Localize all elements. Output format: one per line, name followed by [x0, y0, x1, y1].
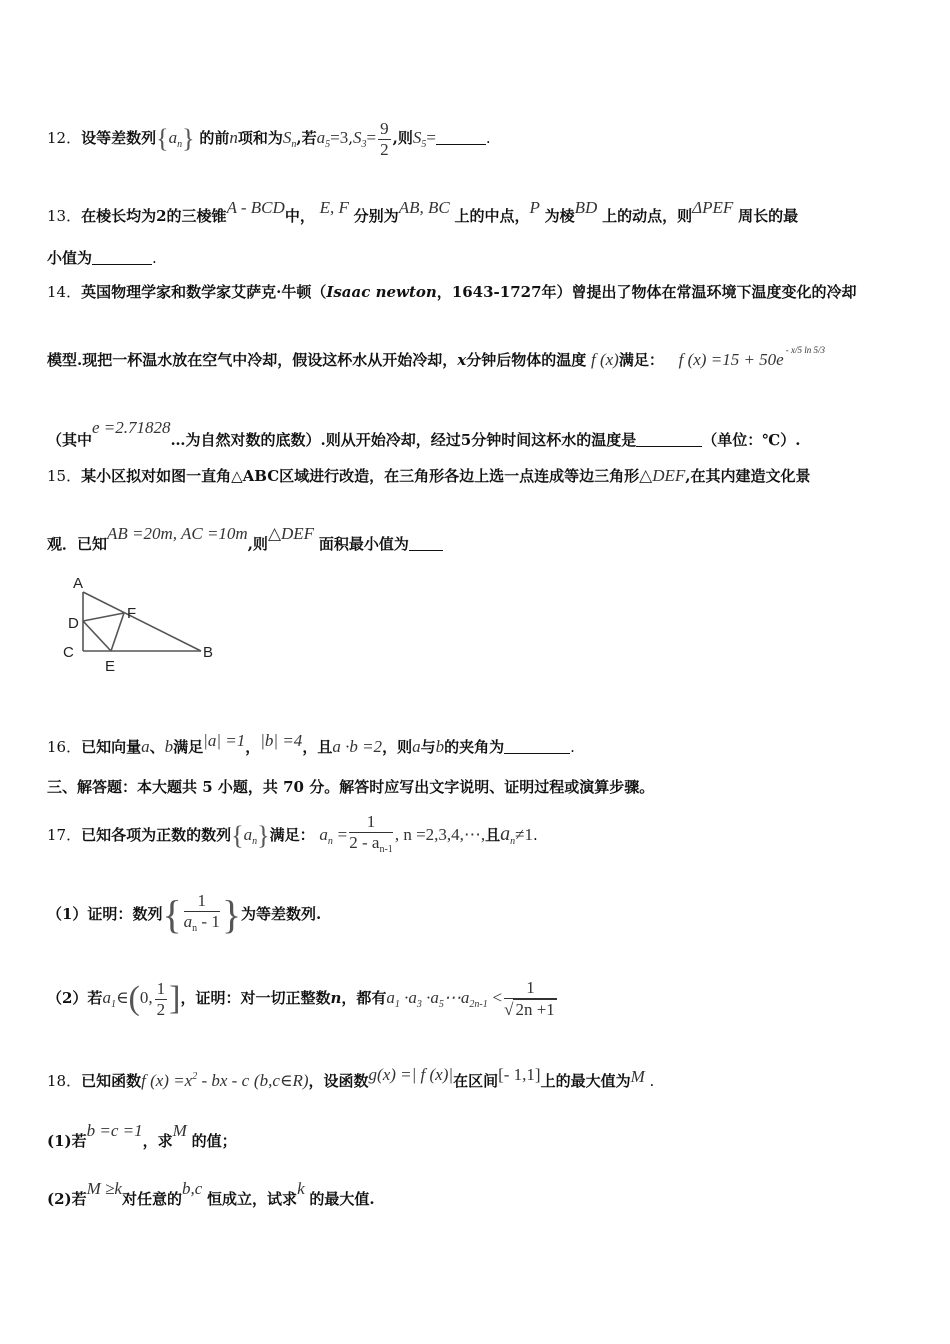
q16-abs-a: |a| =1 — [203, 731, 246, 750]
q17-an: a — [319, 825, 328, 844]
q16-text-4: ，则 — [382, 738, 413, 756]
right-brace-icon: } — [221, 892, 242, 937]
q17-p2-prod: a — [386, 988, 395, 1007]
q13-abbc: AB, BC — [398, 198, 450, 217]
q18-text-4: 上的最大值为 — [540, 1072, 631, 1090]
q13-ef: E, F — [319, 198, 349, 217]
edge-ab — [83, 592, 201, 651]
q13-two: 2 — [156, 207, 167, 225]
q18-p1-text-1: 若 — [71, 1132, 87, 1150]
edge-fd — [83, 613, 124, 621]
q17-end: . — [533, 826, 538, 844]
label-e: E — [105, 658, 116, 675]
q17-text-2: 满足： — [269, 826, 315, 844]
right-brace-icon: } — [257, 821, 270, 850]
q16-text-6: 的夹角为 — [444, 738, 505, 756]
q18-end: . — [649, 1072, 655, 1090]
q18-part-1 — [47, 1114, 237, 1148]
q18-text-2: ，设函数 — [308, 1072, 369, 1090]
q17-cond: a — [500, 823, 511, 845]
label-a: A — [73, 575, 84, 592]
q14-formula: f (x) =15 + 50e — [678, 350, 784, 369]
q18-p1-text-3: 的值； — [191, 1132, 237, 1150]
q15-text-5: 面积最小值为 — [318, 535, 409, 553]
q17-p2-prod-s3: 3 — [416, 999, 422, 1010]
q16-line — [47, 726, 575, 756]
q16-number: 16． — [47, 738, 82, 756]
q12-text-1: 设等差数列 — [81, 129, 157, 147]
q18-p1-cond: b =c =1 — [86, 1121, 143, 1140]
q12-frac-num: 9 — [380, 118, 389, 138]
q17-p2-n: n — [330, 989, 342, 1007]
q18-p2-label: (2) — [47, 1190, 72, 1208]
q12-fraction — [378, 119, 391, 160]
q12-S5: S — [412, 128, 422, 147]
q12-S: S — [282, 128, 292, 147]
q17-p1-label: （1）证明：数列 — [47, 905, 163, 923]
label-d: D — [68, 615, 79, 632]
q17-p2-prod-s5: 5 — [438, 999, 444, 1010]
q14-text-4: 模型.现把一杯温水放在空气中冷却，假设这杯水从开始冷却， — [47, 351, 458, 369]
q12-eq: = — [366, 128, 377, 147]
q17-p2-int-num: 1 — [156, 978, 166, 998]
q16-sep: 、 — [149, 738, 165, 756]
q18-cond: (b,c∈R) — [253, 1071, 309, 1090]
q17-p2-mid: ·a — [399, 988, 417, 1007]
q18-p2-text-4: 的最大值. — [309, 1190, 375, 1208]
right-brace-icon: } — [182, 124, 195, 153]
q17-part-2 — [47, 970, 559, 1026]
q12-eq2: = — [426, 128, 436, 147]
q13-answer-blank — [92, 250, 152, 265]
q18-fx: f (x) =x — [141, 1071, 193, 1090]
q15-text-2: ,在其内建造文化景 — [685, 467, 811, 485]
q15-line-2 — [47, 516, 443, 552]
q16-text-5: 与 — [420, 738, 436, 756]
q17-cond-val: ≠1 — [515, 825, 534, 844]
edge-ef — [111, 613, 124, 651]
q17-text-1: 已知各项为正数的数列 — [81, 826, 232, 844]
q14-name: Isaac newton — [326, 283, 437, 301]
q12-seq: a — [168, 128, 178, 147]
q17-p2-den: √ 2n +1 — [504, 1000, 555, 1019]
edge-de — [83, 621, 111, 651]
q18-p2-text-3: 恒成立，试求 — [207, 1190, 298, 1208]
q14-years: 1643-1727 — [451, 283, 542, 301]
q18-line — [47, 1058, 654, 1092]
q12-a5-sub: 5 — [325, 139, 331, 150]
q12-end: . — [485, 129, 491, 147]
q12-comma: , — [348, 129, 353, 147]
q17-fraction — [349, 812, 393, 860]
q15-answer-blank — [409, 536, 443, 551]
q12-S5-sub: 5 — [421, 139, 427, 150]
q14-line-3 — [47, 410, 801, 449]
q14-text-10: （单位：℃）. — [702, 431, 801, 449]
q14-text-3: 年）曾提出了物体在常温环境下温度变化的冷却 — [541, 283, 857, 301]
q17-p1-den-wrap — [184, 912, 220, 939]
q16-end: . — [570, 738, 575, 756]
q17-an-sub: n — [327, 836, 333, 847]
q12-text-5: ,则 — [392, 129, 413, 147]
q12-S3: S — [353, 128, 362, 147]
q17-p2-num: 1 — [504, 978, 557, 999]
q13-text-9: 小值为 — [47, 249, 93, 267]
q17-p1-den-tail: - 1 — [197, 912, 220, 931]
q13-bd: BD — [574, 198, 598, 217]
q14-text-6: 满足： — [618, 351, 664, 369]
q16-a: a — [141, 737, 150, 756]
label-b: B — [203, 644, 214, 661]
q17-seq-sub: n — [252, 836, 258, 847]
q17-cond-sub: n — [510, 836, 516, 847]
q17-p2-root: 2n +1 — [515, 1000, 555, 1019]
q13-text-3: 中， — [284, 207, 315, 225]
q17-text-3: 且 — [485, 826, 501, 844]
q12-number: 12． — [47, 129, 82, 147]
q13-number: 13． — [47, 207, 82, 225]
q17-p2-in: ∈ — [115, 988, 129, 1007]
q12-a5-val: =3 — [330, 128, 349, 147]
label-f: F — [127, 605, 137, 622]
q18-M: M — [630, 1067, 645, 1086]
q14-text-5: 分钟后物体的温度 — [466, 351, 587, 369]
q18-p2-cond: M ≥k — [86, 1179, 122, 1198]
q18-p1-M: M — [172, 1121, 187, 1140]
section-3-heading: 三、解答题：本大题共 5 小题，共 70 分。解答时应写出文字说明、证明过程或演算步骤。 — [47, 778, 655, 796]
q17-eq: = — [337, 825, 348, 844]
q12-text-4: ,若 — [296, 129, 317, 147]
q17-p2-int-fraction — [155, 979, 168, 1020]
q18-p2-k: k — [297, 1179, 305, 1198]
q17-p2-a1: a — [102, 988, 111, 1007]
q14-text-2: ， — [436, 283, 452, 301]
q18-text-3: 在区间 — [453, 1072, 499, 1090]
q13-text-5: 上的中点， — [454, 207, 530, 225]
q13-pef: ΔPEF — [692, 198, 734, 217]
q13-text-7: 上的动点，则 — [602, 207, 693, 225]
q12-line — [47, 118, 491, 158]
q18-p2-text-1: 若 — [71, 1190, 87, 1208]
q14-line-2 — [47, 330, 825, 370]
q13-text-6: 为棱 — [544, 207, 575, 225]
q16-text-3: ，且 — [302, 738, 333, 756]
q12-seq-sub: n — [177, 139, 183, 150]
q14-x: x — [457, 351, 467, 369]
q13-line-2 — [47, 248, 157, 268]
q14-number: 14． — [47, 283, 82, 301]
q17-range: , n =2,3,4,⋯, — [394, 825, 486, 844]
left-brace-icon: { — [156, 124, 169, 153]
q16-dot: a ·b =2 — [332, 737, 383, 756]
right-bracket-icon: ] — [169, 980, 181, 1017]
q17-number: 17． — [47, 826, 82, 844]
q17-frac-den: 2 - a — [349, 833, 380, 852]
q17-p2-mid-2: ·a — [421, 988, 439, 1007]
q18-rest: - bx - c — [197, 1071, 250, 1090]
q17-p2-dots: ⋯a — [443, 988, 470, 1007]
q14-fx: f (x) — [590, 350, 619, 369]
q17-frac-num: 1 — [349, 812, 393, 833]
q13-line-1 — [47, 190, 798, 226]
q18-number: 18． — [47, 1072, 82, 1090]
q13-tetrahedron: A - BCD — [226, 198, 285, 217]
q18-part-2 — [47, 1172, 375, 1206]
q12-S-sub: n — [291, 139, 297, 150]
q16-abs-b: |b| =4 — [260, 731, 303, 750]
q16-b: b — [164, 737, 174, 756]
q12-answer-blank — [436, 130, 486, 145]
q12-S3-sub: 3 — [361, 139, 367, 150]
q14-e-value: e =2.71828 — [92, 418, 171, 437]
q18-gx: g(x) =| f (x)| — [368, 1065, 454, 1084]
q18-interval: [- 1,1] — [498, 1065, 541, 1084]
q13-text-1: 在棱长均为 — [81, 207, 157, 225]
q17-p1-den: a — [183, 912, 193, 931]
q16-comma: ， — [245, 738, 261, 756]
q17-p2-int-a: 0, — [139, 988, 153, 1007]
q18-p2-text-2: 对任意的 — [121, 1190, 182, 1208]
q13-p: P — [529, 198, 540, 217]
q17-p1-num: 1 — [184, 891, 220, 912]
q16-answer-blank — [504, 739, 570, 754]
left-brace-icon: { — [231, 821, 244, 850]
left-brace-icon: { — [162, 892, 182, 937]
q12-text-2: 的前 — [199, 129, 230, 147]
q17-p2-text-2: ，都有 — [341, 989, 387, 1007]
label-c: C — [63, 644, 74, 661]
q16-text-2: 满足 — [173, 738, 204, 756]
q17-p2-prod-sn: 2n-1 — [469, 999, 488, 1010]
q18-text-1: 已知函数 — [81, 1072, 142, 1090]
q17-p1-den-sub: n — [192, 923, 198, 934]
q16-text-1: 已知向量 — [81, 738, 142, 756]
q17-p2-text-1: ，证明：对一切正整数 — [180, 989, 331, 1007]
q12-frac-den: 2 — [380, 139, 389, 159]
q15-text-4: ,则 — [247, 535, 268, 553]
q17-p1-end: 为等差数列. — [241, 905, 322, 923]
q18-p1-text-2: ，求 — [142, 1132, 173, 1150]
triangle-figure — [55, 570, 225, 680]
q18-p1-label: (1) — [47, 1132, 72, 1150]
q17-line — [47, 806, 538, 862]
q17-part-1 — [47, 884, 321, 944]
left-paren-icon: ( — [128, 980, 140, 1017]
q12-text-3: 项和为 — [237, 129, 283, 147]
q18-square: 2 — [192, 1071, 198, 1082]
q17-frac-den-sub: n-1 — [379, 844, 393, 855]
q13-end: . — [152, 249, 157, 267]
q15-number: 15． — [47, 467, 82, 485]
q17-p2-prod-s1: 1 — [394, 999, 400, 1010]
q13-text-4: 分别为 — [353, 207, 399, 225]
q17-p2-int-den: 2 — [156, 999, 166, 1019]
q17-p2-fraction — [504, 978, 557, 1020]
q15-def-2: △DEF — [267, 524, 315, 543]
q14-answer-blank — [636, 432, 702, 447]
q17-seq: a — [243, 825, 253, 844]
q14-five: 5 — [460, 431, 472, 449]
q14-text-1: 英国物理学家和数学家艾萨克·牛顿（ — [81, 283, 327, 301]
q14-text-7: （其中 — [47, 431, 93, 449]
q15-line-1 — [47, 466, 811, 486]
q13-text-2: 的三棱锥 — [166, 207, 227, 225]
q15-def: △DEF — [639, 466, 686, 485]
q17-frac-den-wrap — [349, 833, 393, 860]
q17-p2-lt: < — [492, 988, 503, 1007]
q14-text-8: …为自然对数的底数）.则从开始冷却，经过 — [170, 431, 461, 449]
q17-p2-a1-sub: 1 — [110, 999, 116, 1010]
q12-a5: a — [316, 128, 326, 147]
q14-text-9: 分钟时间这杯水的温度是 — [471, 431, 637, 449]
q17-p1-fraction — [184, 891, 220, 939]
q14-line-1 — [47, 282, 857, 302]
q16-b-2: b — [435, 737, 445, 756]
q15-text-1: 某小区拟对如图一直角△ABC区域进行改造，在三角形各边上选一点连成等边三角形 — [81, 467, 640, 485]
q18-p2-bc: b,c — [181, 1179, 203, 1198]
q16-a-2: a — [412, 737, 421, 756]
q17-p2-label: （2）若 — [47, 989, 103, 1007]
q12-n: n — [229, 128, 238, 147]
q15-given: AB =20m, AC =10m — [107, 524, 248, 543]
q13-text-8: 周长的最 — [738, 207, 799, 225]
q15-text-3: 观．已知 — [47, 535, 108, 553]
q14-exponent: - x/5 ln 5/3 — [785, 345, 825, 355]
